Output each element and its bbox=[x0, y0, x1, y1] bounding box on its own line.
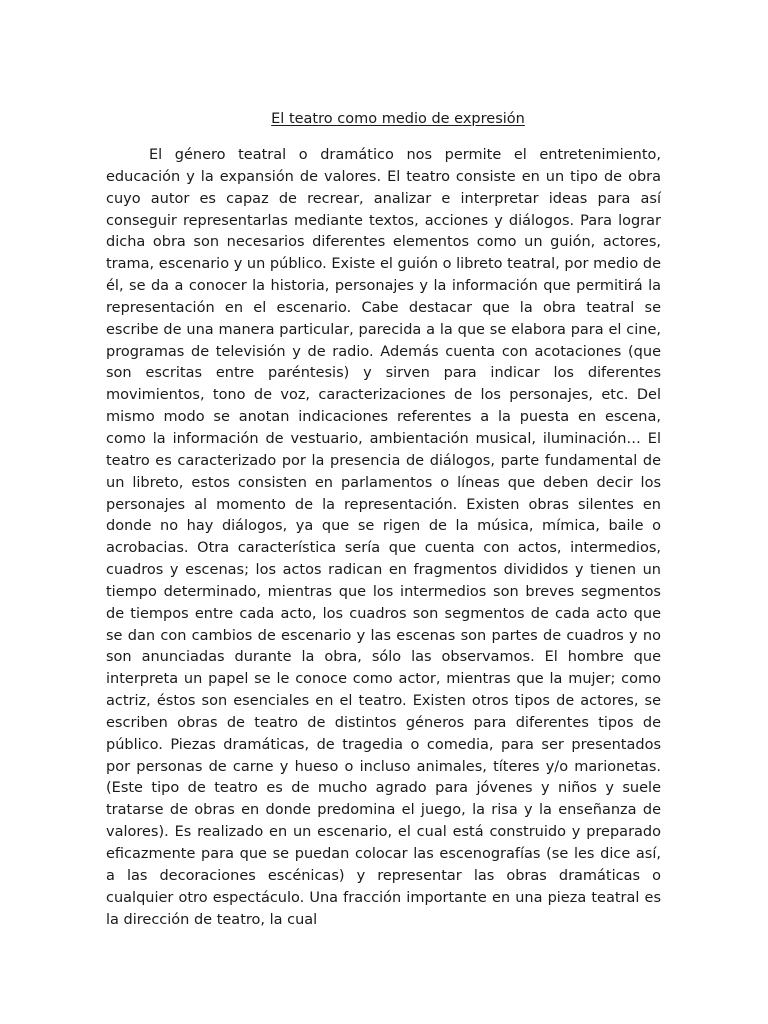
body-paragraph: El género teatral o dramático nos permite el entretenimiento, educación y la expansión de valores. El teatro consiste en un tipo de obra cuyo autor es capaz de recrear, analizar e interpretar ideas para así conseguir representarlas mediante textos, acciones y diálogos. Para lograr dicha obra son necesarios diferentes elementos como un guión, actores, trama, escenario y un público. Existe el guión o libreto teatral, por medio de él, se da a conocer la historia, personajes y la información que permitirá la representación en el escenario. Cabe destacar que la obra teatral se escribe de una manera particular, parecida a la que se elabora para el cine, programas de televisión y de radio. Además cuenta con acotaciones (que son escritas entre paréntesis) y sirven para indicar los diferentes movimientos, tono de voz, caracterizaciones de los personajes, etc. Del mismo modo se anotan indicaciones referentes a la puesta en escena, como la información de vestuario, ambientación musical, iluminación… El teatro es caracterizado por la presencia de diálogos, parte fundamental de un libreto, estos consisten en parlamentos o líneas que deben decir los personajes al momento de la representación. Existen obras silentes en donde no hay diálogos, ya que se rigen de la música, mímica, baile o acrobacias. Otra característica sería que cuenta con actos, intermedios, cuadros y escenas; los actos radican en fragmentos divididos y tienen un tiempo determinado, mientras que los intermedios son breves segmentos de tiempos entre cada acto, los cuadros son segmentos de cada acto que se dan con cambios de escenario y las escenas son partes de cuadros y no son anunciadas durante la obra, sólo las observamos. El hombre que interpreta un papel se le conoce como actor, mientras que la mujer; como actriz, éstos son esenciales en el teatro. Existen otros tipos de actores, se escriben obras de teatro de distintos géneros para diferentes tipos de público. Piezas dramáticas, de tragedia o comedia, para ser presentados por personas de carne y hueso o incluso animales, títeres y/o marionetas. (Este tipo de teatro es de mucho agrado para jóvenes y niños y suele tratarse de obras en donde predomina el juego, la risa y la enseñanza de valores). Es realizado en un escenario, el cual está construido y preparado eficazmente para que se puedan colocar las escenografías (se les dice así, a las decoraciones escénicas) y representar las obras dramáticas o cualquier otro espectáculo. Una fracción importante en una pieza teatral es la dirección de teatro, la cual bbox=[106, 147, 661, 928]
document-title: El teatro como medio de expresión bbox=[271, 111, 525, 127]
